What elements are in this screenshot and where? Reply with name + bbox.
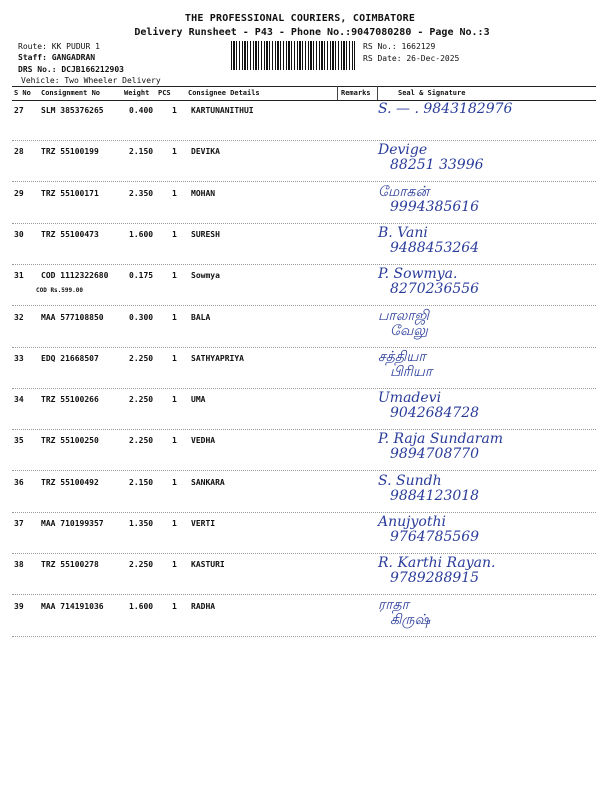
handwritten-signature: [378, 102, 598, 140]
row-consignment-no: COD 1112322680: [41, 271, 109, 281]
table-row: [12, 513, 596, 554]
col-pcs-header: PCS: [158, 89, 171, 97]
table-row: [12, 100, 596, 141]
signature-phone: 9789288915: [390, 570, 480, 587]
signature-line: பாலாஜி: [378, 307, 429, 324]
staff-line: [18, 53, 95, 62]
signature-line: S. Sundh: [378, 472, 442, 489]
row-separator: [12, 636, 596, 637]
row-weight: 1.600: [129, 601, 154, 611]
rs-date-value: 26-Dec-2025: [406, 54, 460, 63]
signature-phone: வேலு: [390, 322, 428, 339]
handwritten-signature: [378, 226, 598, 264]
row-consignment-no: MAA 710199357: [41, 519, 104, 528]
handwritten-signature: [378, 598, 598, 636]
rs-date-label: RS Date:: [363, 54, 402, 63]
staff-value: GANGADRAN: [51, 53, 96, 62]
row-pcs: 1: [172, 147, 177, 157]
handwritten-signature: [378, 556, 598, 594]
table-row: [12, 348, 596, 389]
company-title: THE PROFESSIONAL COURIERS, COIMBATORE: [184, 13, 416, 24]
row-consignment-no: EDQ 21668507: [41, 353, 99, 363]
signature-phone: 9884123018: [390, 487, 480, 504]
row-sno: 39: [14, 601, 24, 611]
handwritten-signature: [378, 474, 598, 512]
row-consignment-no: MAA 714191036: [41, 601, 104, 611]
signature-line: B. Vani: [378, 224, 428, 241]
signature-line: ராதா: [378, 596, 409, 613]
row-weight: 2.150: [129, 477, 154, 487]
table-row: [12, 430, 596, 471]
row-consignee: RADHA: [191, 601, 216, 611]
row-consignee: DEVIKA: [191, 147, 220, 157]
signature-phone: 9488453264: [390, 239, 480, 256]
row-sno: 32: [14, 312, 24, 322]
signature-line: R. Karthi Rayan.: [378, 555, 496, 572]
row-consignment-no: TRZ 55100250: [41, 436, 99, 446]
row-pcs: 1: [172, 229, 177, 239]
route-label: Route:: [18, 42, 47, 51]
row-weight: 2.250: [129, 395, 154, 405]
row-sno: 27: [14, 106, 24, 115]
handwritten-signature: [378, 143, 598, 181]
row-pcs: 1: [172, 188, 177, 198]
row-weight: 1.600: [129, 229, 154, 239]
row-consignee: VERTI: [191, 519, 216, 528]
row-sno: 37: [14, 519, 24, 528]
row-pcs: 1: [172, 395, 177, 405]
signature-line: Anujyothi: [378, 514, 446, 530]
row-sno: 30: [14, 229, 24, 239]
row-weight: 0.175: [129, 271, 154, 281]
handwritten-signature: [378, 185, 598, 223]
row-consignment-no: SLM 385376265: [41, 106, 104, 115]
row-consignee: BALA: [191, 312, 211, 322]
row-consignee: SURESH: [191, 229, 220, 239]
row-consignee: SATHYAPRIYA: [191, 353, 244, 363]
drs-label: DRS No.:: [18, 65, 57, 74]
row-pcs: 1: [172, 353, 177, 363]
row-pcs: 1: [172, 271, 177, 281]
table-row: [12, 554, 596, 595]
row-sno: 28: [14, 147, 24, 157]
col-consignee-header: Consignee Details: [188, 89, 260, 97]
row-consignee: Sowmya: [191, 271, 220, 281]
row-consignee: KARTUNANITHUI: [191, 106, 254, 115]
staff-label: Staff:: [18, 53, 47, 62]
signature-phone: 9894708770: [390, 446, 480, 463]
remarks-right-divider: [377, 86, 378, 100]
drs-line: [18, 65, 124, 74]
table-row: [12, 596, 596, 637]
row-sno: 29: [14, 188, 24, 198]
table-row: [12, 183, 596, 224]
row-weight: 2.250: [129, 560, 154, 570]
signature-phone: பிரியா: [390, 363, 433, 380]
row-consignment-no: TRZ 55100266: [41, 395, 99, 405]
row-consignment-no: TRZ 55100278: [41, 560, 99, 570]
vehicle-label: Vehicle:: [21, 76, 60, 85]
signature-line: S. — . 9843182976: [378, 101, 513, 117]
handwritten-signature: [378, 309, 598, 347]
signature-phone: கிருஷ்: [390, 611, 431, 628]
row-consignment-no: TRZ 55100473: [41, 229, 99, 239]
row-weight: 1.350: [129, 519, 154, 528]
rs-no-value: 1662129: [401, 42, 436, 51]
row-sno: 38: [14, 560, 24, 570]
signature-phone: 8270236556: [390, 281, 480, 298]
signature-phone: 9042684728: [390, 405, 480, 422]
table-row: [12, 389, 596, 430]
row-consignment-no: TRZ 55100199: [41, 147, 99, 157]
row-pcs: 1: [172, 519, 177, 528]
row-weight: 2.250: [129, 353, 154, 363]
signature-line: சத்தியா: [378, 348, 426, 365]
table-row: [12, 224, 596, 265]
row-pcs: 1: [172, 436, 177, 446]
row-consignment-no: TRZ 55100492: [41, 477, 99, 487]
row-pcs: 1: [172, 601, 177, 611]
handwritten-signature: [378, 267, 598, 305]
row-pcs: 1: [172, 312, 177, 322]
route-value: KK PUDUR 1: [51, 42, 100, 51]
row-weight: 2.350: [129, 188, 154, 198]
signature-line: Umadevi: [378, 390, 442, 407]
handwritten-signature: [378, 515, 598, 553]
signature-phone: 88251 33996: [390, 157, 484, 174]
row-sno: 36: [14, 477, 24, 487]
row-weight: 0.400: [129, 106, 154, 115]
vehicle-line: [21, 76, 161, 85]
rs-date-line: [363, 54, 459, 63]
signature-phone: 9994385616: [390, 198, 480, 215]
vehicle-value: Two Wheeler Delivery: [64, 76, 161, 85]
row-pcs: 1: [172, 477, 177, 487]
signature-line: P. Raja Sundaram: [378, 431, 504, 448]
table-row: [12, 265, 596, 306]
cod-amount: COD Rs.599.00: [36, 287, 83, 295]
barcode-image: [231, 41, 355, 70]
row-weight: 0.300: [129, 312, 154, 322]
rs-no-line: [363, 42, 435, 51]
handwritten-signature: [378, 391, 598, 429]
row-sno: 31: [14, 271, 24, 281]
signature-line: Devige: [378, 142, 428, 159]
handwritten-signature: [378, 350, 598, 388]
row-consignment-no: MAA 577108850: [41, 312, 104, 322]
table-row: [12, 141, 596, 182]
row-consignee: VEDHA: [191, 436, 216, 446]
table-row: [12, 472, 596, 513]
header-top-rule: [12, 86, 596, 87]
col-remarks-header: Remarks: [341, 89, 371, 97]
col-weight-header: Weight: [124, 89, 150, 97]
row-consignment-no: TRZ 55100171: [41, 188, 99, 198]
row-sno: 34: [14, 395, 24, 405]
row-consignee: MOHAN: [191, 188, 216, 198]
row-sno: 35: [14, 436, 24, 446]
drs-value: DCJB166212903: [61, 65, 124, 74]
col-consignment-header: Consignment No: [41, 89, 101, 97]
remarks-left-divider: [337, 86, 338, 100]
row-sno: 33: [14, 353, 24, 363]
rs-no-label: RS No.:: [363, 42, 397, 51]
route-line: [18, 42, 100, 51]
signature-line: P. Sowmya.: [378, 266, 458, 283]
col-sno-header: S No: [14, 89, 31, 97]
signature-line: மோகன்: [378, 183, 430, 200]
row-pcs: 1: [172, 560, 177, 570]
row-consignee: KASTURI: [191, 560, 225, 570]
row-weight: 2.250: [129, 436, 154, 446]
row-weight: 2.150: [129, 147, 154, 157]
handwritten-signature: [378, 432, 598, 470]
runsheet-subtitle: Delivery Runsheet - P43 - Phone No.:9047080280 - Page No.:3: [134, 27, 490, 38]
col-signature-header: Seal & Signature: [398, 89, 466, 97]
table-row: [12, 307, 596, 348]
row-consignee: UMA: [191, 395, 206, 405]
row-pcs: 1: [172, 106, 177, 115]
signature-phone: 9764785569: [390, 529, 480, 545]
row-consignee: SANKARA: [191, 477, 225, 487]
